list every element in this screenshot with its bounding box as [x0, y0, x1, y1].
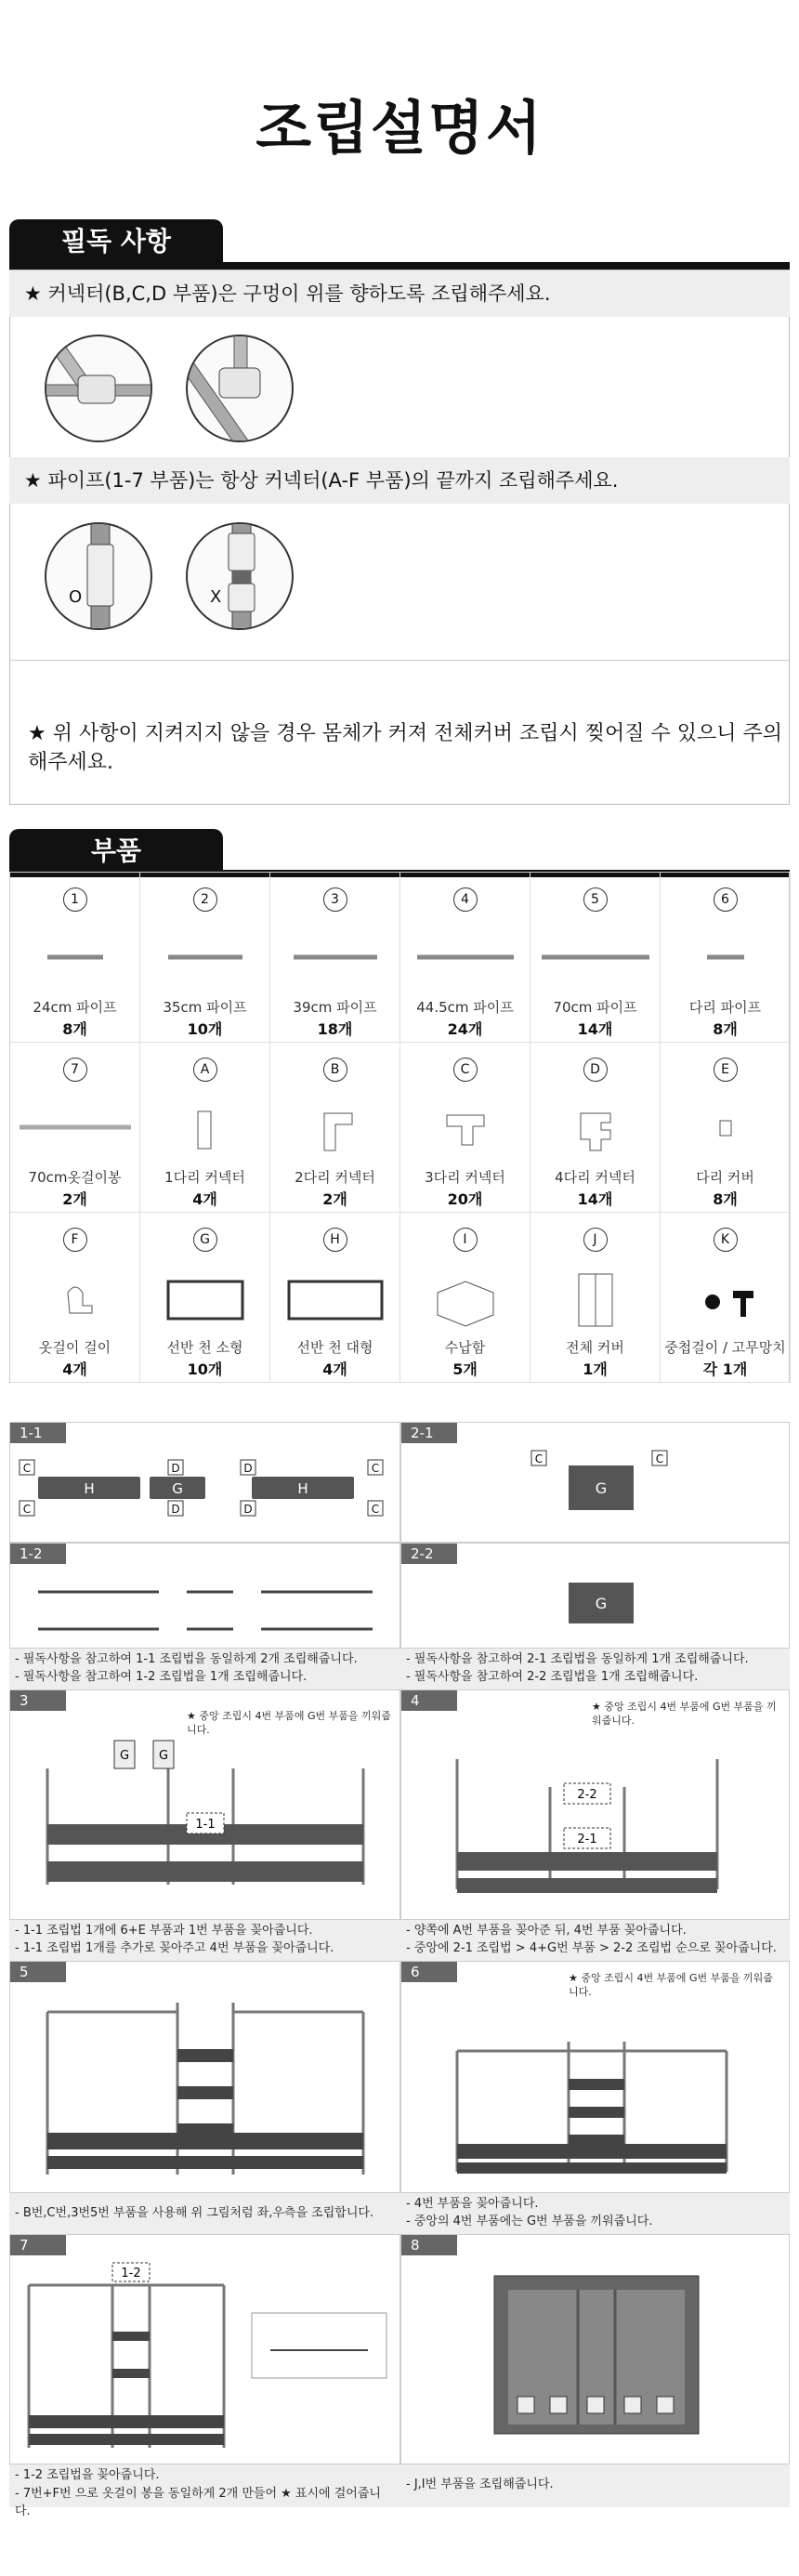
part-qty: 10개 — [187, 1360, 223, 1378]
step-4-diagram — [401, 1731, 789, 1917]
svg-text:D: D — [171, 1462, 180, 1475]
part-name: 3다리 커넥터 — [425, 1169, 505, 1186]
step-1-1-diagram — [10, 1443, 400, 1542]
part-id: 5 — [583, 887, 608, 912]
part-item — [140, 1213, 270, 1383]
part-qty: 2개 — [322, 1190, 347, 1208]
svg-text:C: C — [22, 1462, 32, 1475]
part-item — [140, 873, 270, 1043]
part-id: D — [583, 1058, 608, 1082]
part-item — [10, 1043, 140, 1213]
step-8-diagram — [401, 2257, 789, 2462]
connector-illustration-2 — [186, 335, 294, 442]
step-5-diagram — [10, 1984, 400, 2188]
part-illustration — [670, 1265, 781, 1330]
part-qty: 8개 — [62, 1020, 87, 1038]
step-7-tag: 1-2 — [121, 2267, 141, 2280]
part-id: C — [453, 1058, 478, 1082]
svg-text:G: G — [595, 1479, 608, 1497]
step-4-tag-a: 2-2 — [577, 1788, 597, 1802]
step-4-tip: ★ 중앙 조립시 4번 부품에 G번 부품을 끼워줍니다. — [592, 1701, 777, 1727]
part-item — [10, 873, 140, 1043]
part-illustration — [410, 1265, 521, 1330]
part-item — [661, 873, 791, 1043]
note-right-b: - 필독사항을 참고하여 2-2 조립법을 1개 조립해줍니다. — [406, 1670, 699, 1684]
step-6-note-b: - 중앙의 4번 부품에는 G번 부품을 끼워줍니다. — [406, 2215, 653, 2228]
svg-text:C: C — [655, 1452, 664, 1465]
part-illustration — [410, 925, 521, 990]
parts-grid — [9, 872, 790, 1383]
step-7 — [9, 2234, 400, 2464]
part-id: 7 — [63, 1058, 87, 1082]
step-6-tip: ★ 중앙 조립시 4번 부품에 G번 부품을 끼워줍니다. — [569, 1972, 773, 1998]
part-id: K — [714, 1228, 738, 1252]
part-id: I — [453, 1228, 478, 1252]
step-3-note-b: - 1-1 조립법 1개를 추가로 꽂아주고 4번 부품을 꽂아줍니다. — [15, 1941, 334, 1955]
step-1-2-diagram — [10, 1564, 400, 1648]
note-left-a: - 필독사항을 참고하여 1-1 조립법을 동일하게 2개 조립해줍니다. — [15, 1652, 358, 1666]
part-qty: 24개 — [447, 1020, 483, 1038]
part-illustration — [280, 1095, 391, 1160]
part-item — [270, 1213, 400, 1383]
correct-mark: O — [69, 587, 83, 607]
part-id: 1 — [63, 887, 87, 912]
part-illustration — [280, 925, 391, 990]
step-2-1 — [400, 1422, 790, 1543]
part-name: 옷걸이 걸이 — [38, 1339, 111, 1356]
part-item — [270, 1043, 400, 1213]
part-qty: 4개 — [62, 1360, 87, 1378]
part-illustration — [670, 925, 781, 990]
step-3-tag: 1-1 — [195, 1818, 216, 1832]
part-id: 6 — [714, 887, 738, 912]
part-item — [661, 1043, 791, 1213]
svg-text:G: G — [158, 1749, 169, 1763]
step-4 — [400, 1689, 790, 1920]
step-6-diagram — [401, 2004, 789, 2190]
step-2-2-diagram — [401, 1564, 789, 1648]
part-qty: 1개 — [583, 1360, 608, 1378]
step-3-diagram — [10, 1731, 400, 1917]
notice-connector: ★ 커넥터(B,C,D 부품)은 구멍이 위를 향하도록 조립해주세요. — [9, 270, 790, 317]
part-qty: 18개 — [317, 1020, 353, 1038]
svg-text:D: D — [243, 1503, 253, 1516]
step-3 — [9, 1689, 400, 1920]
part-name: 24cm 파이프 — [33, 999, 117, 1016]
part-illustration — [20, 1265, 131, 1330]
step-label: 6 — [401, 1962, 457, 1982]
part-name: 1다리 커넥터 — [164, 1169, 245, 1186]
step-3-tip: ★ 중앙 조립시 4번 부품에 G번 부품을 끼워줍니다. — [187, 1710, 391, 1736]
part-illustration — [20, 1095, 131, 1160]
part-id: 2 — [193, 887, 217, 912]
step-label: 3 — [10, 1690, 66, 1711]
part-illustration — [540, 925, 651, 990]
part-name: 수납함 — [444, 1339, 486, 1356]
part-item — [400, 1213, 530, 1383]
part-qty: 4개 — [192, 1190, 217, 1208]
part-name: 선반 천 소형 — [166, 1339, 243, 1356]
note-left-b: - 필독사항을 참고하여 1-2 조립법을 1개 조립해줍니다. — [15, 1670, 308, 1684]
part-illustration — [540, 1095, 651, 1160]
part-item — [140, 1043, 270, 1213]
notice-warning: ★ 위 사항이 지켜지지 않을 경우 몸체가 커져 전체커버 조립시 찢어질 수 있으니 주의해주세요. — [28, 722, 782, 774]
pipe-wrong-illustration — [186, 522, 294, 630]
step-label: 8 — [401, 2235, 457, 2255]
part-id: B — [323, 1058, 347, 1082]
step-5-note-a: - B번,C번,3번5번 부품을 사용해 위 그림처럼 좌,우측을 조립합니다. — [15, 2206, 374, 2220]
notice-pipe: ★ 파이프(1-7 부품)는 항상 커넥터(A-F 부품)의 끝까지 조립해주세요. — [9, 457, 790, 504]
step-6-note-a: - 4번 부품을 꽂아줍니다. — [406, 2197, 539, 2211]
part-item — [530, 1043, 661, 1213]
part-id: A — [193, 1058, 217, 1082]
part-id: E — [714, 1058, 738, 1082]
svg-text:D: D — [243, 1462, 253, 1475]
step-label: 5 — [10, 1962, 66, 1982]
part-illustration — [150, 1095, 261, 1160]
part-illustration — [150, 925, 261, 990]
wrong-mark: X — [210, 587, 222, 607]
part-item — [661, 1213, 791, 1383]
part-id: 4 — [453, 887, 478, 912]
step-4-note-a: - 양쪽에 A번 부품을 꽂아준 뒤, 4번 부품 꽂아줍니다. — [406, 1924, 687, 1938]
divider — [9, 660, 790, 661]
step-label: 2-2 — [401, 1544, 457, 1564]
step-8-note-a: - J,I번 부품을 조립해줍니다. — [406, 2477, 554, 2491]
svg-text:C: C — [534, 1452, 544, 1465]
part-name: 중첩걸이 / 고무망치 — [664, 1339, 786, 1356]
part-item — [400, 1043, 530, 1213]
connector-illustration-1 — [45, 335, 152, 442]
part-qty: 5개 — [452, 1360, 478, 1378]
part-qty: 8개 — [713, 1020, 738, 1038]
note-right-a: - 필독사항을 참고하여 2-1 조립법을 동일하게 1개 조립해줍니다. — [406, 1652, 749, 1666]
part-item — [400, 873, 530, 1043]
step-label: 1-1 — [10, 1423, 66, 1443]
svg-text:C: C — [22, 1503, 32, 1516]
part-name: 39cm 파이프 — [293, 999, 377, 1016]
step-2-2 — [400, 1543, 790, 1649]
part-qty: 14개 — [577, 1190, 613, 1208]
part-name: 44.5cm 파이프 — [416, 999, 514, 1016]
part-qty: 8개 — [713, 1190, 738, 1208]
step-label: 4 — [401, 1690, 457, 1711]
step-1-1 — [9, 1422, 400, 1543]
svg-text:C: C — [371, 1462, 380, 1475]
step-1-2 — [9, 1543, 400, 1649]
step-4-note-b: - 중앙에 2-1 조립법 > 4+G번 부품 > 2-2 조립법 순으로 꽂아줍니다. — [406, 1941, 777, 1955]
part-id: G — [193, 1228, 217, 1252]
part-item — [10, 1213, 140, 1383]
svg-text:D: D — [171, 1503, 180, 1516]
part-qty: 4개 — [322, 1360, 347, 1378]
page-title: 조립설명서 — [255, 94, 544, 162]
part-illustration — [540, 1265, 651, 1330]
step-7-diagram — [10, 2257, 400, 2462]
step-label: 7 — [10, 2235, 66, 2255]
part-id: F — [63, 1228, 87, 1252]
part-illustration — [20, 925, 131, 990]
step-label: 1-2 — [10, 1544, 66, 1564]
part-illustration — [670, 1095, 781, 1160]
part-illustration — [150, 1265, 261, 1330]
step-5 — [9, 1961, 400, 2193]
part-item — [530, 1213, 661, 1383]
part-qty: 10개 — [187, 1020, 223, 1038]
svg-text:G: G — [119, 1749, 130, 1763]
part-qty: 20개 — [447, 1190, 483, 1208]
section-divider — [9, 262, 790, 269]
step-label: 2-1 — [401, 1423, 457, 1443]
part-id: J — [583, 1228, 608, 1252]
part-qty: 2개 — [62, 1190, 87, 1208]
step-2-1-diagram — [401, 1443, 789, 1542]
part-name: 선반 천 대형 — [296, 1339, 373, 1356]
part-name: 35cm 파이프 — [163, 999, 247, 1016]
part-id: H — [323, 1228, 347, 1252]
part-name: 70cm 파이프 — [553, 999, 637, 1016]
step-7-note-b: - 7번+F번 으로 옷걸이 봉을 동일하게 2개 만들어 ★ 표시에 걸어줍니다. — [15, 2487, 381, 2518]
svg-text:G: G — [172, 1480, 183, 1497]
part-qty: 각 1개 — [702, 1360, 748, 1378]
part-name: 70cm옷걸이봉 — [28, 1169, 122, 1186]
part-illustration — [410, 1095, 521, 1160]
section-tab-required: 필독 사항 — [9, 219, 223, 264]
part-id: 3 — [323, 887, 347, 912]
part-illustration — [280, 1265, 391, 1330]
step-3-note-a: - 1-1 조립법 1개에 6+E 부품과 1번 부품을 꽂아줍니다. — [15, 1924, 313, 1938]
step-7-note-a: - 1-2 조립법을 꽂아줍니다. — [15, 2468, 160, 2482]
svg-text:G: G — [595, 1595, 608, 1612]
step-6 — [400, 1961, 790, 2193]
part-name: 전체 커버 — [566, 1339, 624, 1356]
svg-text:H: H — [297, 1480, 308, 1497]
step-8 — [400, 2234, 790, 2464]
part-item — [270, 873, 400, 1043]
step-4-tag-b: 2-1 — [577, 1833, 597, 1847]
section-tab-parts: 부품 — [9, 829, 223, 874]
part-name: 다리 커버 — [696, 1169, 754, 1186]
part-qty: 14개 — [577, 1020, 613, 1038]
part-name: 4다리 커넥터 — [555, 1169, 635, 1186]
svg-text:H: H — [84, 1480, 95, 1497]
part-name: 2다리 커넥터 — [295, 1169, 375, 1186]
part-name: 다리 파이프 — [688, 999, 762, 1016]
svg-text:C: C — [371, 1503, 380, 1516]
part-item — [530, 873, 661, 1043]
pipe-correct-illustration — [45, 522, 152, 630]
